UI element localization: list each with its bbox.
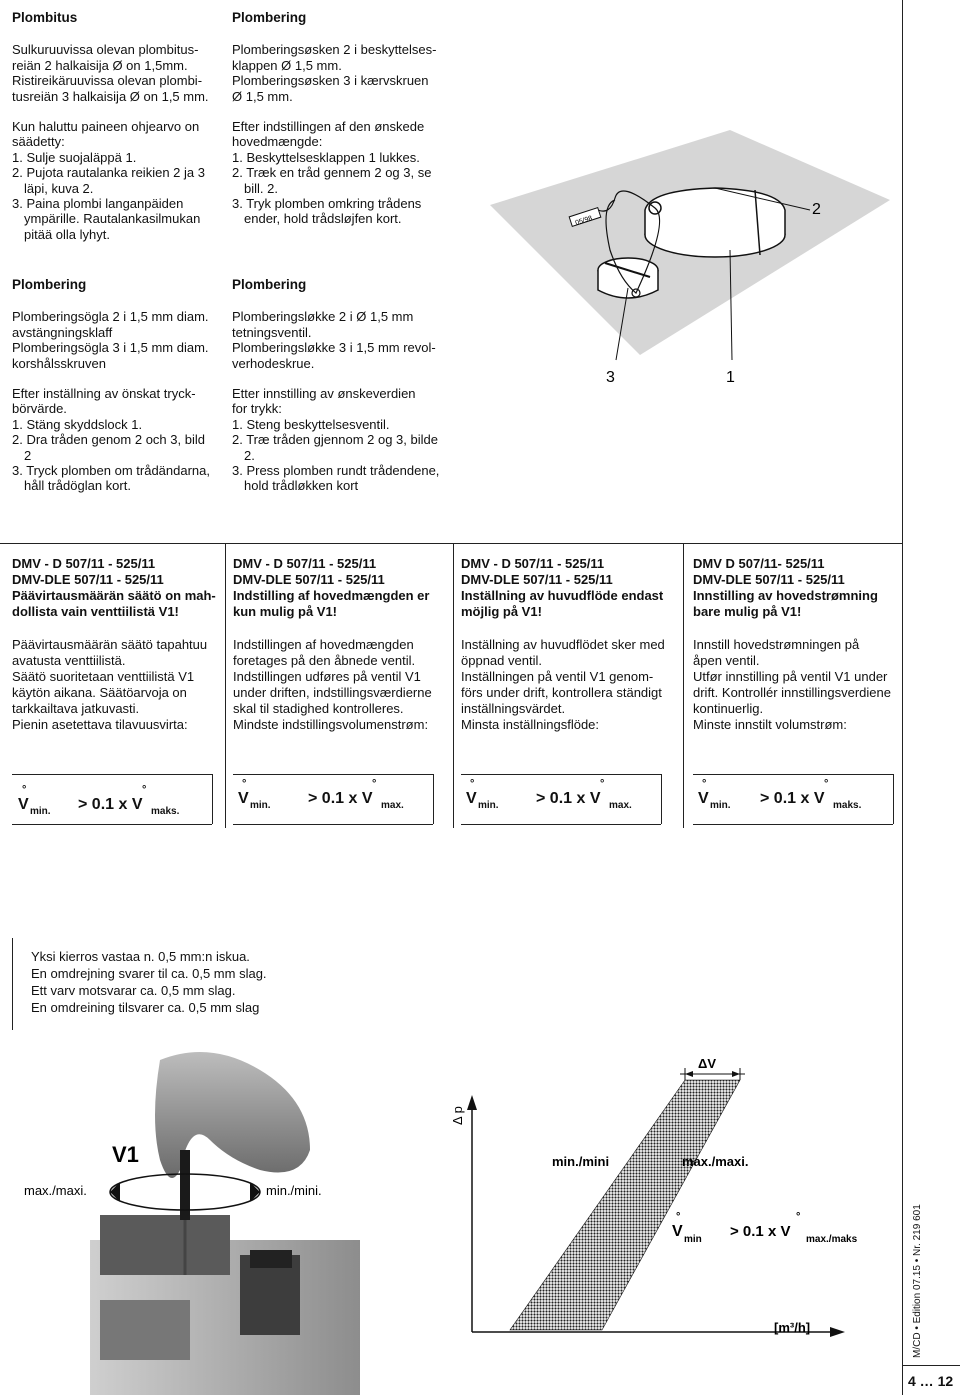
block-heading-line: Indstilling af hovedmængden er bbox=[233, 588, 430, 603]
block-text-line: Päävirtausmäärän säätö tapahtuu bbox=[12, 637, 208, 652]
svg-text:°: ° bbox=[796, 1211, 801, 1223]
flow-max-sub: max. bbox=[609, 800, 632, 811]
formula-rule bbox=[693, 774, 893, 775]
col-sv bbox=[12, 277, 217, 494]
text-line: 3. Tryk plomben omkring trådens bbox=[232, 196, 422, 212]
edition-text: M/CD • Edition 07.15 • Nr. 219 601 bbox=[912, 1204, 923, 1358]
block-no bbox=[693, 556, 898, 733]
text-line: tusreiän 3 halkaisija Ø on 1,5 mm. bbox=[12, 88, 209, 104]
delta-label: ΔV bbox=[698, 1056, 717, 1071]
text-line: hold trådløkken kort bbox=[244, 478, 359, 494]
text-line: 2. Træk en tråd gennem 2 og 3, se bbox=[232, 165, 432, 181]
text-line: 3. Paina plombi langanpäiden bbox=[12, 196, 184, 212]
formula-no: V ° min. > 0.1 x V ° maks. bbox=[698, 778, 862, 811]
valve-adjustment-photo bbox=[10, 1040, 390, 1395]
formula-rule bbox=[233, 824, 433, 825]
block-text-line: käytön aikana. Säätöarvoja on bbox=[12, 685, 187, 700]
text-line: tetningsventil. bbox=[232, 324, 312, 340]
block-text-line: Säätö suoritetaan venttiilistä V1 bbox=[12, 669, 195, 684]
formula-rule bbox=[233, 774, 433, 775]
block-text-line: Utfør innstilling på ventil V1 under bbox=[693, 669, 888, 684]
callout-1: 1 bbox=[726, 369, 735, 386]
formula-sv: V ° min. > 0.1 x V ° max. bbox=[466, 778, 632, 811]
block-heading-line: Inställning av huvudflöde endast bbox=[461, 588, 664, 603]
flow-v: V bbox=[18, 796, 29, 813]
sidebar-rule bbox=[902, 1365, 960, 1366]
text-line: Plomberingsögla 2 i 1,5 mm diam. bbox=[12, 309, 209, 325]
text-line: Efter inställning av önskat tryck- bbox=[12, 386, 196, 402]
formula-rule bbox=[12, 774, 212, 775]
formula-rule bbox=[461, 824, 661, 825]
block-text-line: öppnad ventil. bbox=[461, 653, 542, 668]
text-line: 2. bbox=[244, 447, 255, 463]
block-text-line: Mindste indstillingsvolumenstrøm: bbox=[233, 717, 429, 732]
flow-min-sub: min. bbox=[710, 800, 731, 811]
block-heading-line: Innstilling av hovedstrømning bbox=[693, 588, 878, 603]
text-line: 3. Press plomben rundt trådendene, bbox=[232, 463, 440, 479]
heading-no: Plombering bbox=[232, 277, 307, 292]
flow-op: > 0.1 x V bbox=[536, 790, 601, 807]
block-text-line: drift. Kontrollér innstillingsverdiene bbox=[693, 685, 891, 700]
seal-stamp-text: 05/98 bbox=[574, 214, 594, 228]
hand bbox=[155, 1052, 310, 1178]
flow-max-sub: max. bbox=[381, 800, 404, 811]
block-text-line: Inställning av huvudflödet sker med bbox=[461, 637, 665, 652]
block-heading-line: DMV - D 507/11 - 525/11 bbox=[12, 556, 156, 571]
block-fi bbox=[12, 556, 217, 733]
note-line: En omdrejning svarer til ca. 0,5 mm slag. bbox=[31, 966, 267, 981]
flow-graph bbox=[440, 1040, 900, 1340]
block-text-line: foretages på den åbnede ventil. bbox=[233, 653, 416, 668]
text-line: Ristireikäruuvissa olevan plombi- bbox=[12, 73, 203, 89]
flow-band bbox=[510, 1080, 740, 1330]
formula-fi: V ° min. > 0.1 x V ° maks. bbox=[18, 784, 180, 817]
graph-formula-op: > 0.1 x V bbox=[730, 1223, 791, 1240]
text-line: Ø 1,5 mm. bbox=[232, 88, 293, 104]
graph-formula-v: V bbox=[672, 1223, 683, 1240]
heading-sv: Plombering bbox=[12, 277, 87, 292]
block-heading-line: dollista vain venttiilistä V1! bbox=[12, 604, 179, 619]
block-text-line: åpen ventil. bbox=[693, 653, 760, 668]
flow-v: V bbox=[466, 790, 477, 807]
text-line: Plomberingsløkke 3 i 1,5 mm revol- bbox=[232, 340, 436, 356]
callout-3: 3 bbox=[606, 369, 615, 386]
col-fi bbox=[12, 10, 217, 242]
block-text-line: Innstill hovedstrømningen på bbox=[693, 637, 860, 652]
block-text-line: under driften, indstillingsværdierne bbox=[233, 685, 432, 700]
valve-label-v1: V1 bbox=[112, 1142, 139, 1167]
block-text-line: skal til stadighed kontrolleres. bbox=[233, 701, 404, 716]
text-line: ender, hold trådsløjfen kort. bbox=[244, 211, 402, 227]
block-text-line: tarkkailtava jatkuvasti. bbox=[12, 701, 140, 716]
block-text-line: Inställningen på ventil V1 genom- bbox=[461, 669, 654, 684]
formula-rule bbox=[461, 774, 661, 775]
column-rule bbox=[225, 543, 226, 828]
page-number: 4 … 12 bbox=[908, 1373, 954, 1389]
formula-rule bbox=[693, 824, 893, 825]
label-max: max./maxi. bbox=[24, 1183, 87, 1198]
block-heading-line: kun mulig på V1! bbox=[233, 604, 338, 619]
text-line: ympärille. Rautalankasilmukan bbox=[24, 211, 201, 227]
text-line: läpi, kuva 2. bbox=[24, 180, 94, 196]
formula-da: V ° min. > 0.1 x V ° max. bbox=[238, 778, 404, 811]
text-line: 1. Sulje suojaläppä 1. bbox=[12, 149, 137, 165]
text-line: 2. Træ tråden gjennom 2 og 3, bilde bbox=[232, 432, 438, 448]
text-line: hovedmængde: bbox=[232, 134, 323, 150]
min-label: min./mini bbox=[552, 1154, 610, 1169]
notes-rule bbox=[12, 938, 13, 1030]
sealing-figure bbox=[470, 110, 900, 410]
text-line: avstängningsklaff bbox=[12, 324, 113, 340]
block-text-line: kontinuerlig. bbox=[693, 701, 764, 716]
flow-min-sub: min. bbox=[250, 800, 271, 811]
block-heading-line: DMV-DLE 507/11 - 525/11 bbox=[693, 572, 845, 587]
flow-v: V bbox=[698, 790, 709, 807]
text-line: reiän 2 halkaisija Ø on 1,5mm. bbox=[12, 57, 188, 73]
text-line: säädetty: bbox=[12, 134, 65, 150]
block-heading-line: DMV-DLE 507/11 - 525/11 bbox=[461, 572, 613, 587]
text-line: 1. Beskyttelsesklappen 1 lukkes. bbox=[232, 149, 420, 165]
heading-fi: Plombitus bbox=[12, 10, 78, 25]
block-da bbox=[233, 556, 447, 733]
block-heading-line: DMV - D 507/11 - 525/11 bbox=[461, 556, 605, 571]
flow-min-sub: min. bbox=[478, 800, 499, 811]
block-text-line: Indstillingen af hovedmængden bbox=[233, 637, 414, 652]
block-heading-line: bare mulig på V1! bbox=[693, 604, 802, 619]
block-text-line: inställningsvärdet. bbox=[461, 701, 566, 716]
heading-da: Plombering bbox=[232, 10, 307, 25]
flow-max-sub: maks. bbox=[833, 800, 862, 811]
text-line: börvärde. bbox=[12, 401, 67, 417]
text-line: korshålsskruven bbox=[12, 355, 106, 371]
column-rule bbox=[453, 543, 454, 828]
block-text-line: Indstillingen udføres på ventil V1 bbox=[233, 669, 421, 684]
max-label: max./maxi. bbox=[682, 1154, 749, 1169]
col-no bbox=[232, 277, 447, 494]
text-line: for trykk: bbox=[232, 401, 282, 417]
x-axis-label: [m³/h] bbox=[774, 1320, 811, 1335]
text-line: 3. Tryck plomben om trådändarna, bbox=[12, 463, 210, 479]
text-line: pitää olla lyhyt. bbox=[24, 226, 110, 242]
graph-formula-max: max./maks bbox=[806, 1234, 858, 1245]
note-line: Ett varv motsvarar ca. 0,5 mm slag. bbox=[31, 983, 236, 998]
sidebar-rule bbox=[902, 0, 903, 1395]
block-sv bbox=[461, 556, 676, 733]
text-line: Etter innstilling av ønskeverdien bbox=[232, 386, 416, 402]
text-line: håll trådöglan kort. bbox=[24, 478, 131, 494]
block-heading-line: DMV-DLE 507/11 - 525/11 bbox=[233, 572, 385, 587]
text-line: 1. Stäng skyddslock 1. bbox=[12, 416, 143, 432]
text-line: Efter indstillingen af den ønskede bbox=[232, 119, 425, 135]
note-line: En omdreining tilsvarer ca. 0,5 mm slag bbox=[31, 1000, 260, 1015]
block-text-line: avatusta venttiilistä. bbox=[12, 653, 126, 668]
callout-2: 2 bbox=[812, 201, 821, 218]
block-heading-line: möjlig på V1! bbox=[461, 604, 542, 619]
block-text-line: Minsta inställningsflöde: bbox=[461, 717, 600, 732]
section-rule bbox=[0, 543, 902, 544]
block-text-line: Minste innstilt volumstrøm: bbox=[693, 717, 847, 732]
revolution-notes bbox=[31, 948, 331, 1016]
col-da bbox=[232, 10, 447, 227]
flow-min-sub: min. bbox=[30, 806, 51, 817]
text-line: Plomberingsøsken 2 i beskyttelses- bbox=[232, 42, 437, 58]
text-line: Plomberingsögla 3 i 1,5 mm diam. bbox=[12, 340, 209, 356]
flow-op: > 0.1 x V bbox=[308, 790, 373, 807]
text-line: Sulkuruuvissa olevan plombitus- bbox=[12, 42, 199, 58]
flow-op: > 0.1 x V bbox=[760, 790, 825, 807]
text-line: 2 bbox=[24, 447, 32, 463]
flow-max-sub: maks. bbox=[151, 806, 180, 817]
text-line: Plomberingsløkke 2 i Ø 1,5 mm bbox=[232, 309, 414, 325]
text-line: Kun haluttu paineen ohjearvo on bbox=[12, 119, 200, 135]
text-line: bill. 2. bbox=[244, 180, 278, 196]
flow-v: V bbox=[238, 790, 249, 807]
label-min: min./mini. bbox=[266, 1183, 322, 1198]
text-line: 2. Pujota rautalanka reikien 2 ja 3 bbox=[12, 165, 205, 181]
note-line: Yksi kierros vastaa n. 0,5 mm:n iskua. bbox=[31, 949, 250, 964]
block-heading-line: Päävirtausmäärän säätö on mah- bbox=[12, 588, 216, 603]
block-heading-line: DMV - D 507/11 - 525/11 bbox=[233, 556, 377, 571]
y-axis-label: Δ p bbox=[450, 1106, 465, 1125]
svg-text:°: ° bbox=[676, 1211, 681, 1223]
text-line: Plomberingsøsken 3 i kærvskruen bbox=[232, 73, 429, 89]
text-line: 2. Dra tråden genom 2 och 3, bild bbox=[12, 432, 205, 448]
text-line: klappen Ø 1,5 mm. bbox=[232, 57, 342, 73]
column-rule bbox=[683, 543, 684, 828]
text-line: verhodeskrue. bbox=[232, 355, 315, 371]
graph-formula-min: min bbox=[684, 1234, 702, 1245]
block-text-line: förs under drift, kontrollera ständigt bbox=[461, 685, 662, 700]
flow-op: > 0.1 x V bbox=[78, 796, 143, 813]
block-text-line: Pienin asetettava tilavuusvirta: bbox=[12, 717, 188, 732]
block-heading-line: DMV-DLE 507/11 - 525/11 bbox=[12, 572, 164, 587]
block-heading-line: DMV D 507/11- 525/11 bbox=[693, 556, 825, 571]
text-line: 1. Steng beskyttelsesventil. bbox=[232, 416, 390, 432]
